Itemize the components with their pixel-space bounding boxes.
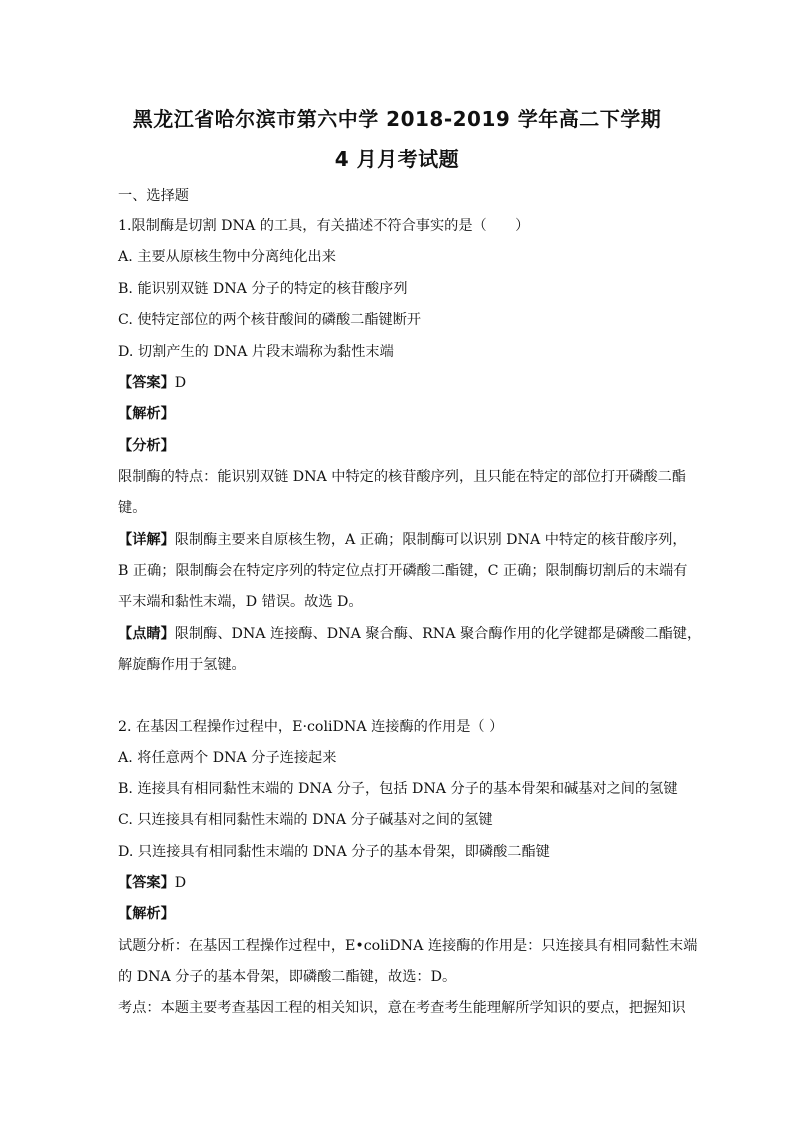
- answer-label: 【答案】: [118, 875, 175, 891]
- answer-value: D: [174, 875, 187, 891]
- question-1-analysis-label: [118, 404, 678, 424]
- analysis-label: 【解析】: [118, 406, 175, 422]
- question-2-analysis-line: 的 DNA 分子的基本骨架，即磷酸二酯键，故选：D。: [118, 969, 457, 985]
- question-1-fenxi-label: [118, 436, 678, 456]
- question-2-answer: [118, 873, 678, 893]
- detail-text: 限制酶主要来自原核生物，A 正确；限制酶可以识别 DNA 中特定的核苷酸序列，: [174, 532, 687, 548]
- document-title-line-2: 4 月月考试题: [334, 147, 460, 171]
- question-1-option-a: A. 主要从原核生物中分离纯化出来: [118, 249, 336, 265]
- detail-label: 【详解】: [118, 532, 175, 548]
- question-1-option-d: D. 切割产生的 DNA 片段末端称为黏性末端: [118, 344, 394, 360]
- question-1-detail-line: B 正确；限制酶会在特定序列的特定位点打开磷酸二酯键，C 正确；限制酶切割后的末端有: [118, 563, 688, 579]
- document-title-line-1: 黑龙江省哈尔滨市第六中学 2018-2019 学年高二下学期: [132, 107, 662, 131]
- point-label: 【点睛】: [118, 626, 175, 642]
- question-1-stem: 1.限制酶是切割 DNA 的工具，有关描述不符合事实的是（ ）: [118, 218, 530, 234]
- question-2-option-b: B. 连接具有相同黏性末端的 DNA 分子，包括 DNA 分子的基本骨架和碱基对之间的氢键: [118, 781, 678, 797]
- question-2-option-d: D. 只连接具有相同黏性末端的 DNA 分子的基本骨架，即磷酸二酯键: [118, 844, 550, 860]
- question-2-option-c: C. 只连接具有相同黏性末端的 DNA 分子碱基对之间的氢键: [118, 812, 493, 828]
- point-text: 限制酶、DNA 连接酶、DNA 聚合酶、RNA 聚合酶作用的化学键都是磷酸二酯键，: [174, 626, 702, 642]
- question-2-analysis-label: [118, 904, 678, 924]
- fenxi-label: 【分析】: [118, 438, 175, 454]
- question-2-analysis-line: 考点：本题主要考查基因工程的相关知识，意在考查考生能理解所学知识的要点，把握知识: [118, 1000, 686, 1016]
- question-1-point-line: 解旋酶作用于氢键。: [118, 657, 246, 673]
- question-1-point: [118, 624, 702, 644]
- question-2-analysis-line: 试题分析：在基因工程操作过程中，E•coliDNA 连接酶的作用是：只连接具有相同黏性末端: [118, 938, 698, 954]
- question-1-option-c: C. 使特定部位的两个核苷酸间的磷酸二酯键断开: [118, 312, 422, 328]
- answer-label: 【答案】: [118, 375, 175, 391]
- question-1-detail: [118, 530, 687, 550]
- section-heading: 一、选择题: [118, 188, 189, 204]
- question-1-fenxi-line: 键。: [118, 500, 147, 516]
- question-2-stem: 2. 在基因工程操作过程中，E·coliDNA 连接酶的作用是（ ）: [118, 719, 504, 735]
- analysis-label: 【解析】: [118, 906, 175, 922]
- question-1-option-b: B. 能识别双链 DNA 分子的特定的核苷酸序列: [118, 281, 408, 297]
- question-2-option-a: A. 将任意两个 DNA 分子连接起来: [118, 750, 337, 766]
- question-1-fenxi-line: 限制酶的特点：能识别双链 DNA 中特定的核苷酸序列，且只能在特定的部位打开磷酸二酯: [118, 469, 686, 485]
- question-1-detail-line: 平末端和黏性末端，D 错误。故选 D。: [118, 594, 363, 610]
- question-1-answer: [118, 373, 678, 393]
- answer-value: D: [174, 375, 187, 391]
